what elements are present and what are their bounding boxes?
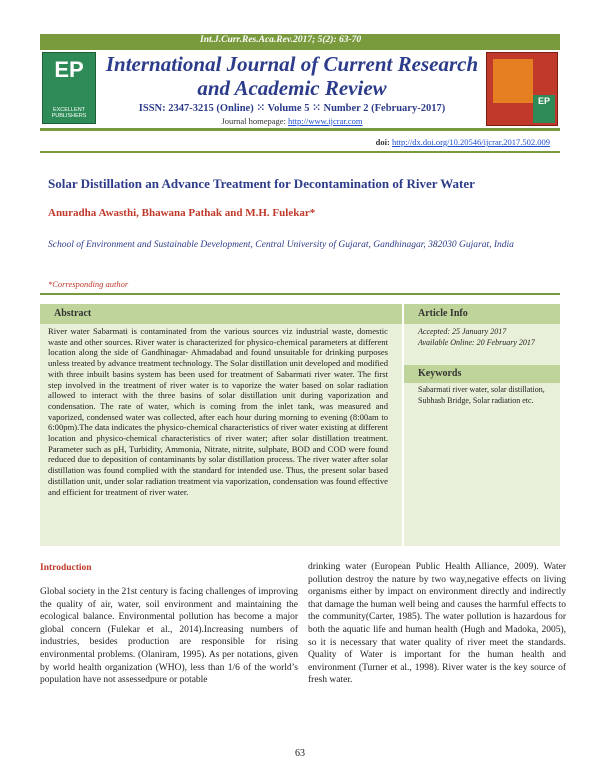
article-authors: Anuradha Awasthi, Bhawana Pathak and M.H. Fulekar* xyxy=(48,207,316,219)
cover-graphic xyxy=(493,59,533,103)
article-affiliation: School of Environment and Sustainable Development, Central University of Gujarat, Gandhinagar, 382030 Gujarat, India xyxy=(48,240,514,250)
journal-title-line1: International Journal of Current Research xyxy=(105,52,479,76)
abstract-header xyxy=(40,304,402,324)
keywords-heading: Keywords xyxy=(418,368,462,379)
homepage-label: Journal homepage: xyxy=(221,116,286,126)
accepted-date: Accepted: 25 January 2017 xyxy=(418,327,507,336)
article-info-heading: Article Info xyxy=(418,308,468,319)
journal-title xyxy=(100,52,484,100)
doi-label: doi: xyxy=(375,137,390,147)
publisher-logo-subtext: EXCELLENT PUBLISHERS xyxy=(51,107,87,119)
corresponding-author-note: *Corresponding author xyxy=(48,279,129,289)
issn-line: ISSN: 2347-3215 (Online) ⁙ Volume 5 ⁙ Number 2 (February-2017) xyxy=(138,103,446,114)
citation: Int.J.Curr.Res.Aca.Rev.2017; 5(2): 63-70 xyxy=(200,35,362,45)
homepage-link[interactable]: http://www.ijcrar.com xyxy=(288,116,363,126)
introduction-right-column: drinking water (European Public Health Alliance, 2009). Water pollution destroy the nature by two way,negative effects on living organisms either by impact on environment directly and indirectly that damage the human well being and causes the harmful effects to the community(Carter, 1985). The water pollution is hazardous for both the aquatic life and human health (Hugh and Madoka, 2005), so it is necessary that water quality of river meet the standards. Quality of Water is important for the human health and environment (Turner et al., 1998). River water is the key source of fresh water. xyxy=(308,562,566,686)
page-number: 63 xyxy=(295,748,305,759)
doi-rule xyxy=(40,151,560,153)
title-rule xyxy=(40,293,560,295)
article-dates xyxy=(418,326,535,348)
panel-divider xyxy=(402,304,404,546)
homepage-line xyxy=(100,116,484,126)
keywords-header xyxy=(404,365,560,383)
article-info-header xyxy=(404,304,560,324)
doi-line xyxy=(330,137,550,147)
publisher-logo xyxy=(42,52,96,124)
cover-logo-text: EP xyxy=(533,95,555,123)
introduction-left-column: Global society in the 21st century is facing challenges of improving the quality of air, water, soil environment and maintaining the ecological balance. Environmental pollution has become a major global concern (Fulekar et al., 2014).Increasing numbers of industries, besides production are responsible for rising environmental problems. (Olaniram, 1995). As per notations, given by world health organization (WHO), less than 1/6 of the world’s population have not assessedpure or potable xyxy=(40,587,298,686)
journal-cover-thumbnail xyxy=(486,52,558,126)
abstract-heading: Abstract xyxy=(54,308,92,319)
available-date: Available Online: 20 February 2017 xyxy=(418,338,535,347)
keywords-list: Sabarmati river water, solar distillation, Subhash Bridge, Solar radiation etc. xyxy=(418,385,545,405)
article-title: Solar Distillation an Advance Treatment for Decontamination of River Water xyxy=(48,176,475,191)
doi-link[interactable]: http://dx.doi.org/10.20546/ijcrar.2017.502.009 xyxy=(391,137,550,147)
introduction-heading: Introduction xyxy=(40,563,92,573)
journal-title-line2: and Academic Review xyxy=(197,76,387,100)
abstract-text: River water Sabarmati is contaminated from the various sources viz industrial waste, domestic waste and other sources. River water is characterized for physico-chemical parameters at different location along the side of Gandhinagar- Ahmadabad and found unsuitable for drinking purposes unless treated by advance treatment technology. The Solar distillation unit developed and modified with three inbuilt basins system has been used for treatment of Sabarmati river water. The first step involved in the treatment of river water is to vaporize the water based on solar radiation allowed to interact with the three basins of solar distillation unit during vaporization and condensation. The rate of water, which is coming from the inlet tank, was measured and vaporized, condensed water was collected, after each hour during morning to evening (8:00am to 6:00pm).The data indicates the physico-chemical characteristics of river water existing at different location and physico-chemical characteristics of river water; after solar distillation treatment. Parameter such as pH, Turbidity, Ammonia, Nitrate, nitrite, sulphate, BOD and COD were found reduced due to deposition of contaminants by solar distillation process. The river water after solar distillation was found complied with the standard for intended use. Thus, the present solar based distillation unit, under solar radiation treatment via vaporization, condensation was found effective and efficient for treatment of river water. xyxy=(48,326,388,497)
header-rule xyxy=(40,128,560,131)
publisher-logo-text: EP xyxy=(54,57,84,82)
